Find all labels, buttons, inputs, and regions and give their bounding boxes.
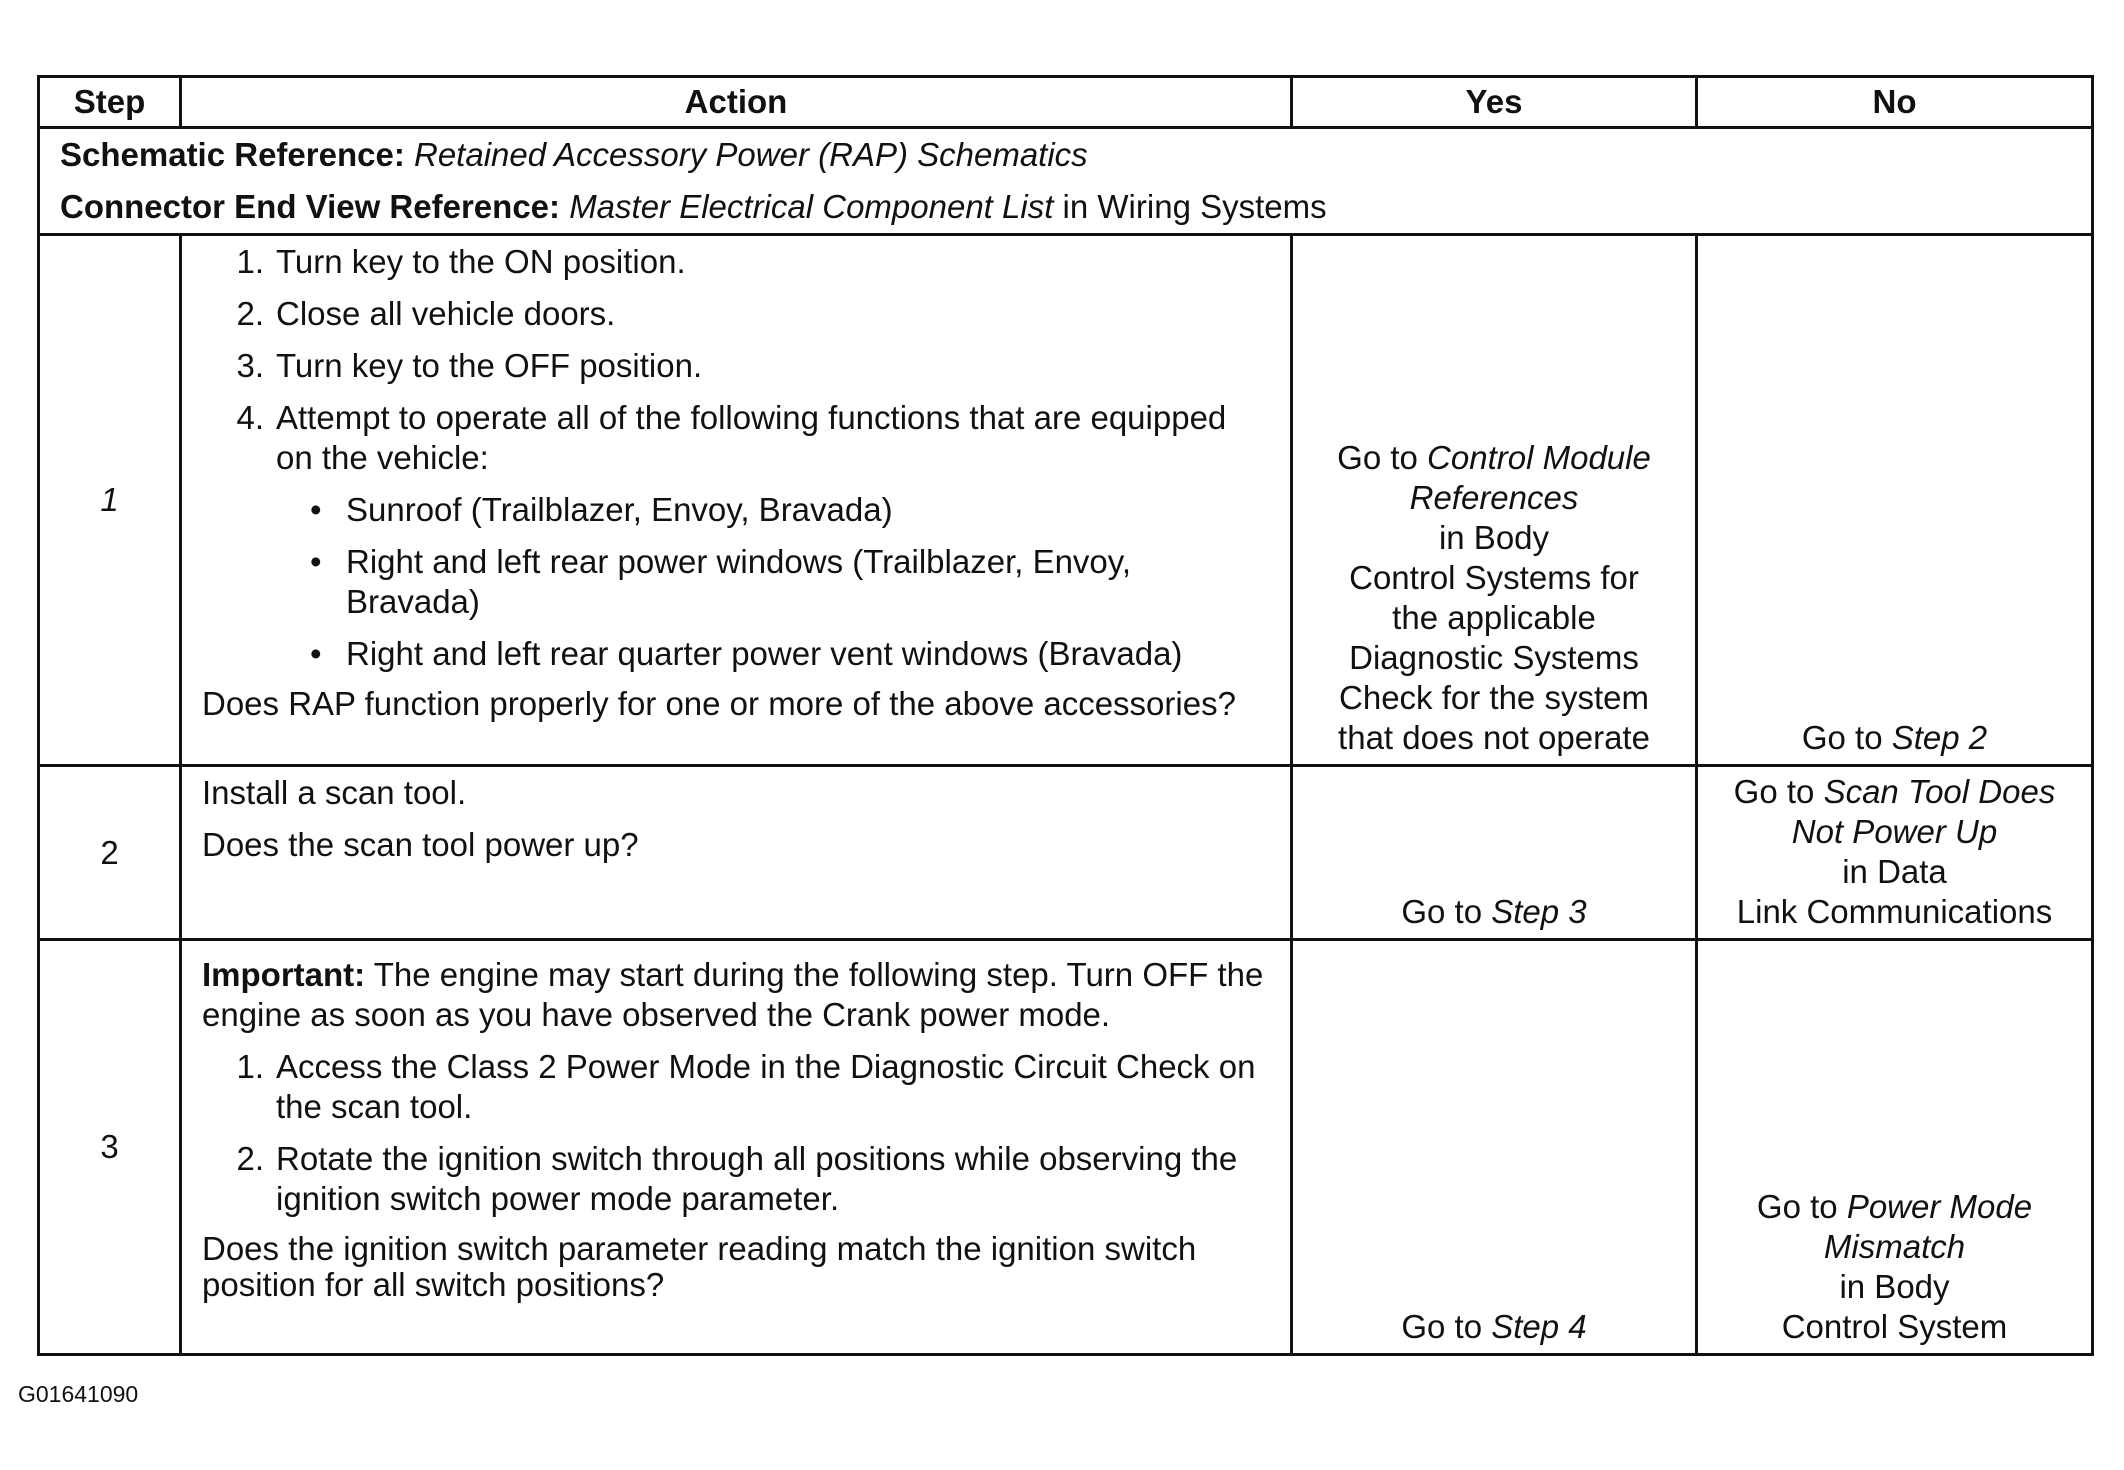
header-row <box>39 77 2093 128</box>
header-action: Action <box>181 77 1292 128</box>
list-item: 2. Rotate the ignition switch through all positions while observing the ignition switch power mode parameter. <box>236 1140 1238 1217</box>
link-step-3[interactable]: Step 3 <box>1491 893 1587 930</box>
list-item: 3. Turn key to the OFF position. <box>236 347 703 384</box>
figure-id: G01641090 <box>18 1381 139 1407</box>
link-step-4[interactable]: Step 4 <box>1491 1308 1587 1345</box>
header-step: Step <box>39 77 181 128</box>
step-3-question: Does the ignition switch parameter reading match the ignition switch position for all switch positions? <box>202 1230 1197 1303</box>
reference-cell <box>39 128 2093 235</box>
step-1-yes: Go to Control Module References in Body Control Systems for the applicable Diagnostic Systems Check for the system that does not operate <box>1292 235 1697 766</box>
connector-reference-label: Connector End View Reference: <box>60 188 561 225</box>
link-step-2[interactable]: Step 2 <box>1891 719 1988 756</box>
important-note: Important: The engine may start during the following step. Turn OFF the engine as soon as you have observed the Crank power mode. <box>202 956 1264 1033</box>
step-2-question: Does the scan tool power up? <box>202 826 639 863</box>
step-3-action <box>181 940 1292 1355</box>
bullet-item: • Right and left rear power windows (Trailblazer, Envoy, Bravada) <box>310 543 1132 620</box>
list-item: 1. Turn key to the ON position. <box>236 243 686 280</box>
header-yes: Yes <box>1292 77 1697 128</box>
reference-row <box>39 128 2093 235</box>
schematic-reference-value: Retained Accessory Power (RAP) Schematics <box>414 136 1088 173</box>
step-row-1 <box>39 235 2093 766</box>
link-scan-tool-does-not-power-up[interactable]: Scan Tool Does <box>1823 773 2056 810</box>
schematic-reference <box>60 129 2071 181</box>
step-3-yes: Go to Step 4 <box>1292 940 1697 1355</box>
step-3-no: Go to Power Mode Mismatch in Body Control System <box>1697 940 2093 1355</box>
step-row-3 <box>39 940 2093 1355</box>
step-row-2 <box>39 766 2093 940</box>
step-2-no: Go to Scan Tool Does Not Power Up in Data Link Communications <box>1697 766 2093 940</box>
connector-reference-value: Master Electrical Component List <box>569 188 1054 225</box>
bullet-item: • Sunroof (Trailblazer, Envoy, Bravada) <box>310 491 893 528</box>
step-2-yes: Go to Step 3 <box>1292 766 1697 940</box>
bullet-item: • Right and left rear quarter power vent windows (Bravada) <box>310 635 1183 672</box>
link-control-module-references[interactable]: Control Module <box>1427 439 1651 476</box>
step-1-question: Does RAP function properly for one or more of the above accessories? <box>202 685 1236 722</box>
step-1-action <box>181 235 1292 766</box>
link-power-mode-mismatch[interactable]: Power Mode <box>1846 1188 2033 1225</box>
step-number-3: 3 <box>39 940 181 1355</box>
list-item: 2. Close all vehicle doors. <box>236 295 616 332</box>
connector-reference <box>60 181 2071 233</box>
header-no: No <box>1697 77 2093 128</box>
list-item: 4. Attempt to operate all of the following functions that are equipped on the vehicle: <box>236 399 1227 476</box>
diagnostic-table <box>37 75 2094 1356</box>
connector-reference-suffix: in Wiring Systems <box>1053 188 1327 225</box>
step-number-2: 2 <box>39 766 181 940</box>
schematic-reference-label: Schematic Reference: <box>60 136 405 173</box>
step-1-no: Go to Step 2 <box>1697 235 2093 766</box>
list-item: 1. Access the Class 2 Power Mode in the Diagnostic Circuit Check on the scan tool. <box>236 1048 1256 1125</box>
step-number-1: 1 <box>39 235 181 766</box>
step-2-action: Install a scan tool. Does the scan tool power up? <box>181 766 1292 940</box>
